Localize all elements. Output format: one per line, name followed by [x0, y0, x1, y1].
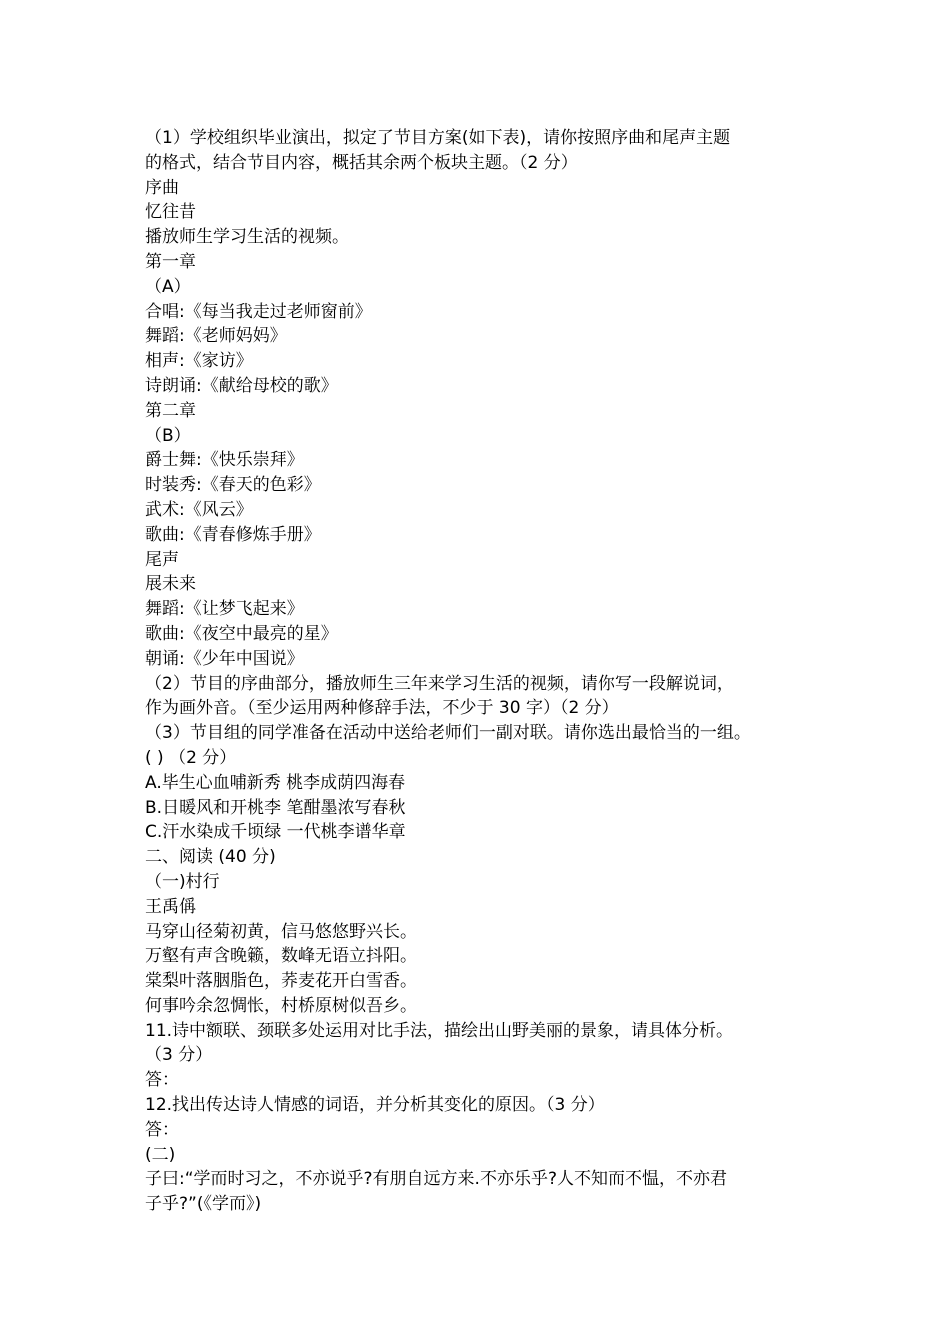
section-prelude-content: 播放师生学习生活的视频。: [145, 227, 349, 248]
poem-line: 棠梨叶落胭脂色，荞麦花开白雪香。: [145, 971, 417, 992]
poem-line: 万壑有声含晚籁，数峰无语立抖阳。: [145, 946, 417, 967]
section-finale-theme: 展未来: [145, 574, 196, 595]
chapter-2-theme-blank: （B）: [145, 425, 191, 446]
program-item: 朝诵:《少年中国说》: [145, 648, 304, 669]
question-12-text: 12.找出传达诗人情感的词语，并分析其变化的原因。（3 分）: [145, 1095, 605, 1116]
section-prelude-label: 序曲: [145, 177, 179, 198]
option-b: B.日暖风和开桃李 笔酣墨浓写春秋: [145, 797, 406, 818]
chapter-1-theme-blank: （A）: [145, 276, 191, 297]
option-a: A.毕生心血哺新秀 桃李成荫四海春: [145, 772, 406, 793]
program-item: 舞蹈:《老师妈妈》: [145, 326, 287, 347]
program-item: 武术:《风云》: [145, 499, 253, 520]
section-finale-label: 尾声: [145, 549, 179, 570]
program-item: 时装秀:《春天的色彩》: [145, 475, 321, 496]
answer-label: 答：: [145, 1119, 179, 1140]
question-11-text-line-2: （3 分）: [145, 1045, 213, 1066]
question-11-text-line-1: 11.诗中额联、颈联多处运用对比手法，描绘出山野美丽的景象，请具体分析。: [145, 1020, 734, 1041]
program-item: 相声:《家访》: [145, 351, 253, 372]
poem-title: （一)村行: [145, 871, 220, 892]
program-item: 合唱:《每当我走过老师窗前》: [145, 301, 372, 322]
question-2-text-line-2: 作为画外音。（至少运用两种修辞手法，不少于 30 字）（2 分）: [145, 698, 619, 719]
section-prelude-theme: 忆往昔: [145, 202, 196, 223]
question-1-text-line-1: （1）学校组织毕业演出，拟定了节目方案(如下表)，请你按照序曲和尾声主题: [145, 128, 731, 148]
question-2-text-line-1: （2）节目的序曲部分，播放师生三年来学习生活的视频，请你写一段解说词，: [145, 673, 734, 694]
program-item: 歌曲:《夜空中最亮的星》: [145, 623, 338, 644]
reading-section-heading: 二、阅读 (40 分): [145, 847, 276, 868]
question-3-text-line-2: ( ) （2 分）: [145, 747, 237, 768]
poem-author: 王禹偁: [145, 896, 196, 917]
option-c: C.汗水染成千顷绿 一代桃李谱华章: [145, 822, 406, 843]
chapter-1-label: 第一章: [145, 251, 196, 272]
program-item: 爵士舞:《快乐崇拜》: [145, 450, 304, 471]
passage-2-heading: (二): [145, 1144, 176, 1165]
question-1-text-line-2: 的格式，结合节目内容，概括其余两个板块主题。（2 分）: [145, 152, 578, 173]
program-item: 舞蹈:《让梦飞起来》: [145, 599, 304, 620]
program-item: 诗朗诵:《献给母校的歌》: [145, 375, 338, 396]
answer-label: 答：: [145, 1070, 179, 1091]
passage-2-text-line-2: 子乎?”(《学而》): [145, 1194, 262, 1215]
document-body: [145, 126, 817, 1217]
passage-2-text-line-1: 子曰:“学而时习之，不亦说乎?有朋自远方来.不亦乐乎?人不知而不愠，不亦君: [145, 1169, 727, 1190]
poem-line: 何事吟余忽惆怅，村桥原树似吾乡。: [145, 995, 417, 1016]
program-item: 歌曲:《青春修炼手册》: [145, 524, 321, 545]
question-3-text-line-1: （3）节目组的同学准备在活动中送给老师们一副对联。请你选出最恰当的一组。: [145, 723, 751, 744]
poem-line: 马穿山径菊初黄，信马悠悠野兴长。: [145, 921, 417, 942]
chapter-2-label: 第二章: [145, 400, 196, 421]
